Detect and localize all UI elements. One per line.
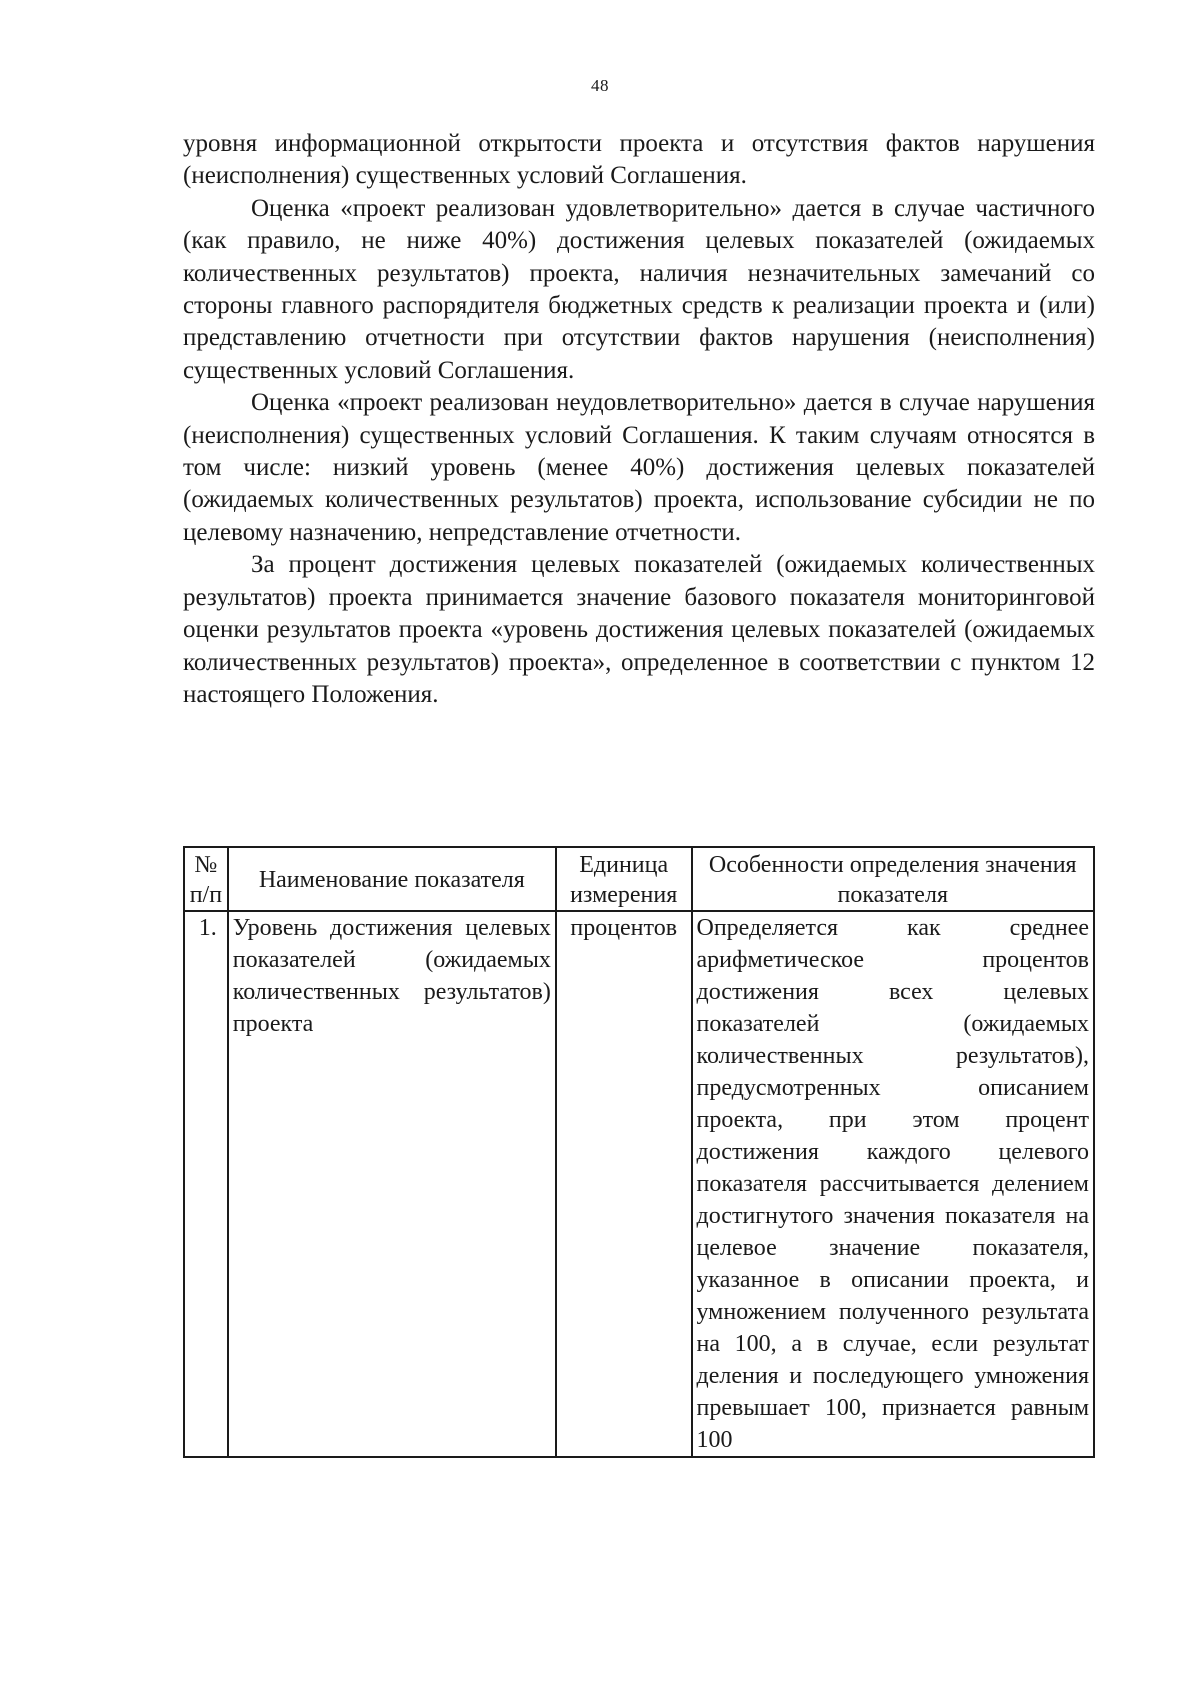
paragraph-2: Оценка «проект реализован удовлетворительно» дается в случае частичного (как правило, не ниже 40%) достижения целевых показателей (ожидаемых количественных результатов) проекта, наличия незначительных замечаний со стороны главного распорядителя бюджетных средств к реализации проекта и (или) представлению отчетности при отсутствии фактов нарушения (неисполнения) существенных условий Соглашения. [183, 194, 1095, 384]
header-num: № п/п [184, 847, 228, 911]
row-desc: Определяется как среднее арифметическое процентов достижения всех целевых показателей (ожидаемых количественных результатов), предусмотренных описанием проекта, при этом процент достижения каждого целевого показателя рассчитывается делением достигнутого значения показателя на целевое значение показателя, указанное в описании проекта, и умножением полученного результата на 100, а в случае, если результат деления и последующего умножения превышает 100, признается равным 100 [692, 911, 1095, 1457]
body-text [183, 128, 1095, 711]
paragraph-1: уровня информационной открытости проекта и отсутствия фактов нарушения (неисполнения) существенных условий Соглашения. [183, 130, 1095, 190]
header-unit: Единица измерения [556, 847, 692, 911]
row-name: Уровень достижения целевых показателей (ожидаемых количественных результатов) проекта [228, 911, 556, 1457]
table-row [184, 911, 1094, 1457]
row-unit: процентов [556, 911, 692, 1457]
row-num: 1. [184, 911, 228, 1457]
page-number: 48 [591, 76, 609, 95]
paragraph-3: Оценка «проект реализован неудовлетворительно» дается в случае нарушения (неисполнения) существенных условий Соглашения. К таким случаям относятся в том числе: низкий уровень (менее 40%) достижения целевых показателей (ожидаемых количественных результатов) проекта, использование субсидии не по целевому назначению, непредставление отчетности. [183, 389, 1095, 546]
indicator-table [183, 846, 1095, 1458]
table-header-row [184, 847, 1094, 911]
paragraph-4: За процент достижения целевых показателей (ожидаемых количественных результатов) проекта принимается значение базового показателя мониторинговой оценки результатов проекта «уровень достижения целевых показателей (ожидаемых количественных результатов) проекта», определенное в соответствии с пунктом 12 настоящего Положения. [183, 551, 1095, 708]
header-name: Наименование показателя [228, 847, 556, 911]
header-desc: Особенности определения значения показателя [692, 847, 1095, 911]
